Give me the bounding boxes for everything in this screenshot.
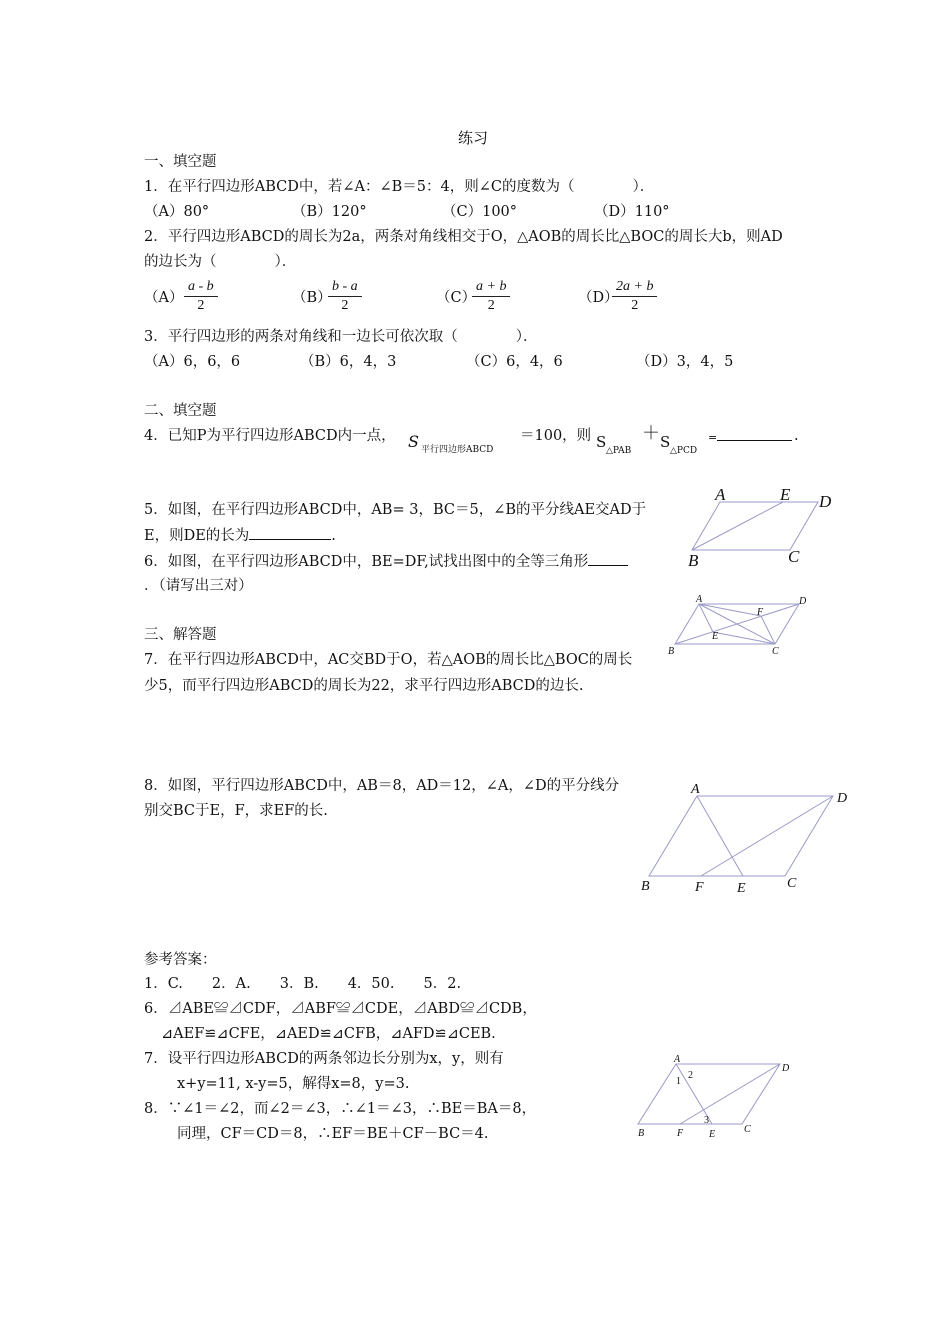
fig-ans-label-angle1: 1 xyxy=(676,1076,681,1087)
q2-option-a-numerator: a - b xyxy=(184,278,218,297)
q2-option-b-denominator: 2 xyxy=(341,298,349,313)
q2-line1: 2．平行四边形ABCD的周长为2a，两条对角线相交于O，△AOB的周长比△BOC的周长大b，则AD xyxy=(144,229,783,245)
q4-equals-value: ＝100，则 xyxy=(520,428,592,444)
q2-option-c-fraction xyxy=(472,278,510,315)
q1-option-d: （D）110° xyxy=(594,204,670,220)
q5-line2-end: . xyxy=(331,528,336,544)
fig5-label-c: C xyxy=(788,547,800,566)
answers-line3: ⊿AEF≌⊿CFE，⊿AED≌⊿CFB，⊿AFD≌⊿CEB. xyxy=(161,1026,496,1042)
q4-term2-subscript: △PCD xyxy=(670,446,698,456)
fig8-parallelogram xyxy=(649,796,833,876)
q1-option-c: （C）100° xyxy=(442,204,518,220)
fig6-label-d: D xyxy=(799,596,807,607)
q5-line1: 5．如图，在平行四边形ABCD中，AB= 3，BC＝5，∠B的平分线AE交AD于 xyxy=(144,502,647,518)
q8-line1: 8．如图，平行四边形ABCD中，AB＝8，AD＝12，∠A，∠D的平分线分 xyxy=(144,778,620,794)
fig8-bisector-df xyxy=(701,796,833,876)
answers-line2: 6．⊿ABE≌⊿CDF，⊿ABF≌⊿CDE，⊿ABD≌⊿CDB， xyxy=(144,1001,537,1017)
q2-option-d-denominator: 2 xyxy=(631,298,639,313)
answers-line7: 同理，CF＝CD＝8，∴EF＝BE＋CF－BC＝4. xyxy=(177,1126,489,1142)
fig8-label-b: B xyxy=(641,879,650,894)
fig6-label-e: E xyxy=(712,631,719,642)
q2-option-a-fraction xyxy=(184,278,218,315)
q2-option-c-numerator: a + b xyxy=(472,278,510,297)
fig8-label-f: F xyxy=(695,880,704,895)
answers-line4: 7．设平行四边形ABCD的两条邻边长分别为x，y，则有 xyxy=(144,1051,504,1067)
q6-line1 xyxy=(144,551,628,572)
answers-heading: 参考答案： xyxy=(144,952,217,968)
section2-heading: 二、填空题 xyxy=(144,403,217,419)
q3-text: 3．平行四边形的两条对角线和一边长可依次取（ ）． xyxy=(144,329,538,345)
q2-option-a-label: （A） xyxy=(144,290,184,306)
fig-ans-parallelogram xyxy=(638,1064,780,1124)
fig-ans-label-d: D xyxy=(782,1063,790,1074)
fig6-label-a: A xyxy=(696,594,703,605)
figure-q5 xyxy=(680,482,850,572)
fig8-label-e: E xyxy=(737,881,746,896)
figure-q8 xyxy=(635,780,865,900)
q6-answer-line xyxy=(588,551,628,566)
figure-q6 xyxy=(665,592,825,662)
q1-text: 1．在平行四边形ABCD中，若∠A：∠B＝5：4，则∠C的度数为（ ）． xyxy=(144,179,655,195)
fig8-label-c: C xyxy=(787,876,797,891)
fig5-parallelogram xyxy=(692,502,818,550)
fig8-label-d: D xyxy=(837,791,848,806)
q2-option-c-label: （C） xyxy=(436,290,477,306)
q2-option-d-fraction xyxy=(612,278,657,315)
q7-line1: 7．在平行四边形ABCD中，AC交BD于O，若△AOB的周长比△BOC的周长 xyxy=(144,652,633,668)
q3-option-c: （C）6，4，6 xyxy=(466,354,563,370)
fig6-segment-ec xyxy=(713,632,775,644)
section1-heading: 一、填空题 xyxy=(144,154,217,170)
q5-answer-line xyxy=(249,525,331,540)
figure-answer8 xyxy=(630,1052,800,1142)
q4-plus: ＋ xyxy=(642,423,660,444)
fig-ans-label-f: F xyxy=(677,1128,684,1139)
fig5-label-e: E xyxy=(780,485,791,504)
q4-answer-line xyxy=(717,426,792,447)
q4-prefix: 4．已知P为平行四边形ABCD内一点， xyxy=(144,428,396,444)
q2-line2: 的边长为（ ）． xyxy=(144,254,297,270)
q4-end: . xyxy=(794,428,799,444)
q7-line2: 少5，而平行四边形ABCD的周长为22，求平行四边形ABCD的边长. xyxy=(144,678,584,694)
q1-option-a: （A）80° xyxy=(144,204,210,220)
fig-ans-label-a: A xyxy=(674,1054,681,1065)
q5-line2-text: E，则DE的长为 xyxy=(144,528,250,544)
fig6-diagonal-ac xyxy=(699,604,775,644)
page-title: 练习 xyxy=(458,129,489,147)
q2-option-d-label: （D） xyxy=(578,290,619,306)
q4-term1-symbol: S xyxy=(596,433,607,451)
q4-equals: = xyxy=(708,431,718,444)
q4-area-subscript: 平行四边形ABCD xyxy=(421,445,494,455)
answers-line1: 1．C. 2．A. 3．B. 4．50. 5．2. xyxy=(144,976,462,992)
fig6-label-f: F xyxy=(757,607,764,618)
q2-option-b-numerator: b - a xyxy=(328,278,362,297)
answers-line6: 8．∵∠1＝∠2，而∠2＝∠3，∴∠1＝∠3，∴BE＝BA＝8， xyxy=(144,1101,537,1117)
fig6-label-b: B xyxy=(668,646,675,657)
fig-ans-label-angle2: 2 xyxy=(688,1070,693,1081)
q3-option-b: （B）6，4，3 xyxy=(300,354,397,370)
section3-heading: 三、解答题 xyxy=(144,627,217,643)
fig5-label-b: B xyxy=(688,551,699,570)
q4-area-symbol: S xyxy=(408,432,419,451)
fig-ans-label-e: E xyxy=(709,1129,716,1140)
q3-option-d: （D）3，4，5 xyxy=(636,354,734,370)
answers-line5: x+y=11, x-y=5，解得x=8，y=3. xyxy=(177,1076,410,1092)
q3-option-a: （A）6，6，6 xyxy=(144,354,241,370)
q6-line2: ．（请写出三对） xyxy=(144,578,253,594)
q2-option-a-denominator: 2 xyxy=(197,298,205,313)
q2-option-d-numerator: 2a + b xyxy=(612,278,657,297)
fig8-label-a: A xyxy=(691,782,700,797)
q2-option-c-denominator: 2 xyxy=(487,298,495,313)
q6-line1-text: 6．如图，在平行四边形ABCD中，BE=DF,试找出图中的全等三角形 xyxy=(144,554,589,570)
fig-ans-label-c: C xyxy=(744,1124,751,1135)
fig-ans-bisector-df xyxy=(680,1064,780,1124)
fig-ans-label-b: B xyxy=(638,1128,645,1139)
q4-term1-subscript: △PAB xyxy=(606,446,632,456)
fig5-label-a: A xyxy=(715,485,726,504)
q2-option-b-fraction xyxy=(328,278,362,315)
fig6-label-c: C xyxy=(772,646,779,657)
q1-option-b: （B）120° xyxy=(292,204,367,220)
q2-option-b-label: （B） xyxy=(292,290,332,306)
q4-term2-symbol: S xyxy=(660,433,671,451)
fig5-label-d: D xyxy=(819,492,832,511)
fig-ans-label-angle3: 3 xyxy=(704,1115,709,1126)
q8-line2: 别交BC于E，F，求EF的长. xyxy=(144,803,328,819)
q5-line2 xyxy=(144,525,336,546)
fig6-segment-af xyxy=(699,604,761,616)
